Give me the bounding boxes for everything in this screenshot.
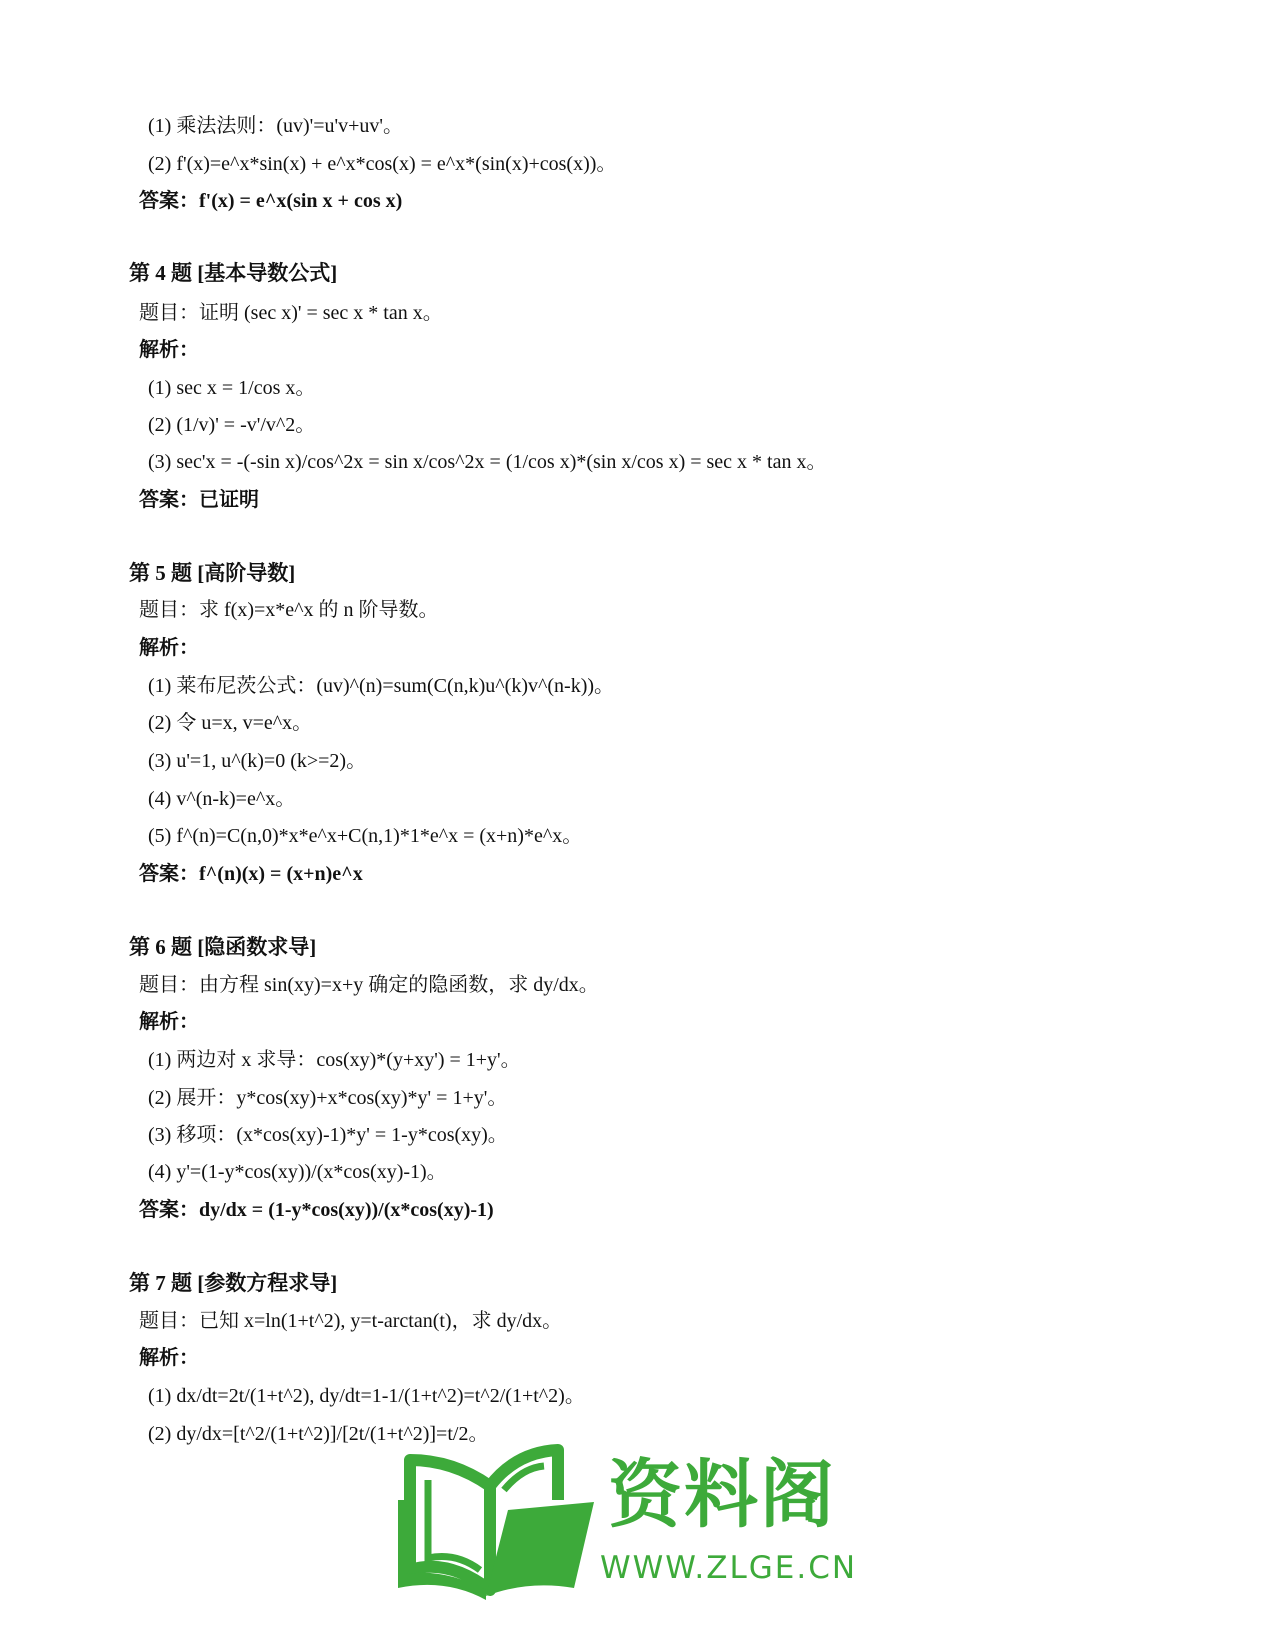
step-line: (2) 展开：y*cos(xy)+x*cos(xy)*y' = 1+y'。 bbox=[148, 1087, 508, 1109]
watermark-title: 资料阁 bbox=[608, 1452, 836, 1538]
answer-value: 已证明 bbox=[199, 489, 259, 511]
step-line: (1) 莱布尼茨公式：(uv)^(n)=sum(C(n,k)u^(k)v^(n-k))。 bbox=[148, 675, 615, 697]
answer-label: 答案： bbox=[139, 1199, 199, 1221]
problem-question: 题目：由方程 sin(xy)=x+y 确定的隐函数，求 dy/dx。 bbox=[139, 974, 599, 996]
problem-heading: 第 4 题 [基本导数公式] bbox=[129, 261, 338, 285]
step-line: (4) y'=(1-y*cos(xy))/(x*cos(xy)-1)。 bbox=[148, 1161, 447, 1183]
problem-heading: 第 7 题 [参数方程求导] bbox=[129, 1271, 338, 1295]
step-line: (2) f'(x)=e^x*sin(x) + e^x*cos(x) = e^x*(sin(x)+cos(x))。 bbox=[148, 153, 617, 175]
answer-line bbox=[139, 188, 402, 214]
analysis-label: 解析： bbox=[139, 1347, 199, 1369]
step-line: (1) 乘法法则：(uv)'=u'v+uv'。 bbox=[148, 115, 404, 137]
answer-label: 答案： bbox=[139, 190, 199, 212]
open-book-folder-icon bbox=[398, 1440, 598, 1608]
answer-value: f^(n)(x) = (x+n)e^x bbox=[199, 863, 363, 885]
step-line: (1) 两边对 x 求导：cos(xy)*(y+xy') = 1+y'。 bbox=[148, 1049, 521, 1071]
step-line: (5) f^(n)=C(n,0)*x*e^x+C(n,1)*1*e^x = (x+n)*e^x。 bbox=[148, 825, 583, 847]
analysis-label: 解析： bbox=[139, 339, 199, 361]
answer-line bbox=[139, 487, 259, 513]
step-line: (1) sec x = 1/cos x。 bbox=[148, 377, 316, 399]
answer-line bbox=[139, 861, 363, 887]
step-line: (4) v^(n-k)=e^x。 bbox=[148, 788, 296, 810]
step-line: (2) 令 u=x, v=e^x。 bbox=[148, 712, 313, 734]
answer-label: 答案： bbox=[139, 489, 199, 511]
step-line: (3) sec'x = -(-sin x)/cos^2x = sin x/cos^2x = (1/cos x)*(sin x/cos x) = sec x * tan x。 bbox=[148, 451, 827, 473]
step-line: (2) dy/dx=[t^2/(1+t^2)]/[2t/(1+t^2)]=t/2。 bbox=[148, 1423, 489, 1445]
answer-value: f'(x) = e^x(sin x + cos x) bbox=[199, 190, 403, 212]
answer-value: dy/dx = (1-y*cos(xy))/(x*cos(xy)-1) bbox=[199, 1199, 494, 1221]
watermark-url: WWW.ZLGE.CN bbox=[600, 1550, 858, 1586]
analysis-label: 解析： bbox=[139, 637, 199, 659]
answer-line bbox=[139, 1197, 494, 1223]
step-line: (3) 移项：(x*cos(xy)-1)*y' = 1-y*cos(xy)。 bbox=[148, 1124, 508, 1146]
problem-heading: 第 5 题 [高阶导数] bbox=[129, 561, 296, 585]
problem-question: 题目：证明 (sec x)' = sec x * tan x。 bbox=[139, 302, 443, 324]
problem-question: 题目：求 f(x)=x*e^x 的 n 阶导数。 bbox=[139, 599, 439, 621]
problem-question: 题目：已知 x=ln(1+t^2), y=t-arctan(t)，求 dy/dx。 bbox=[139, 1310, 563, 1332]
step-line: (2) (1/v)' = -v'/v^2。 bbox=[148, 414, 316, 436]
answer-label: 答案： bbox=[139, 863, 199, 885]
problem-heading: 第 6 题 [隐函数求导] bbox=[129, 935, 317, 959]
step-line: (3) u'=1, u^(k)=0 (k>=2)。 bbox=[148, 750, 367, 772]
analysis-label: 解析： bbox=[139, 1011, 199, 1033]
step-line: (1) dx/dt=2t/(1+t^2), dy/dt=1-1/(1+t^2)=t^2/(1+t^2)。 bbox=[148, 1385, 585, 1407]
watermark bbox=[398, 1440, 868, 1608]
